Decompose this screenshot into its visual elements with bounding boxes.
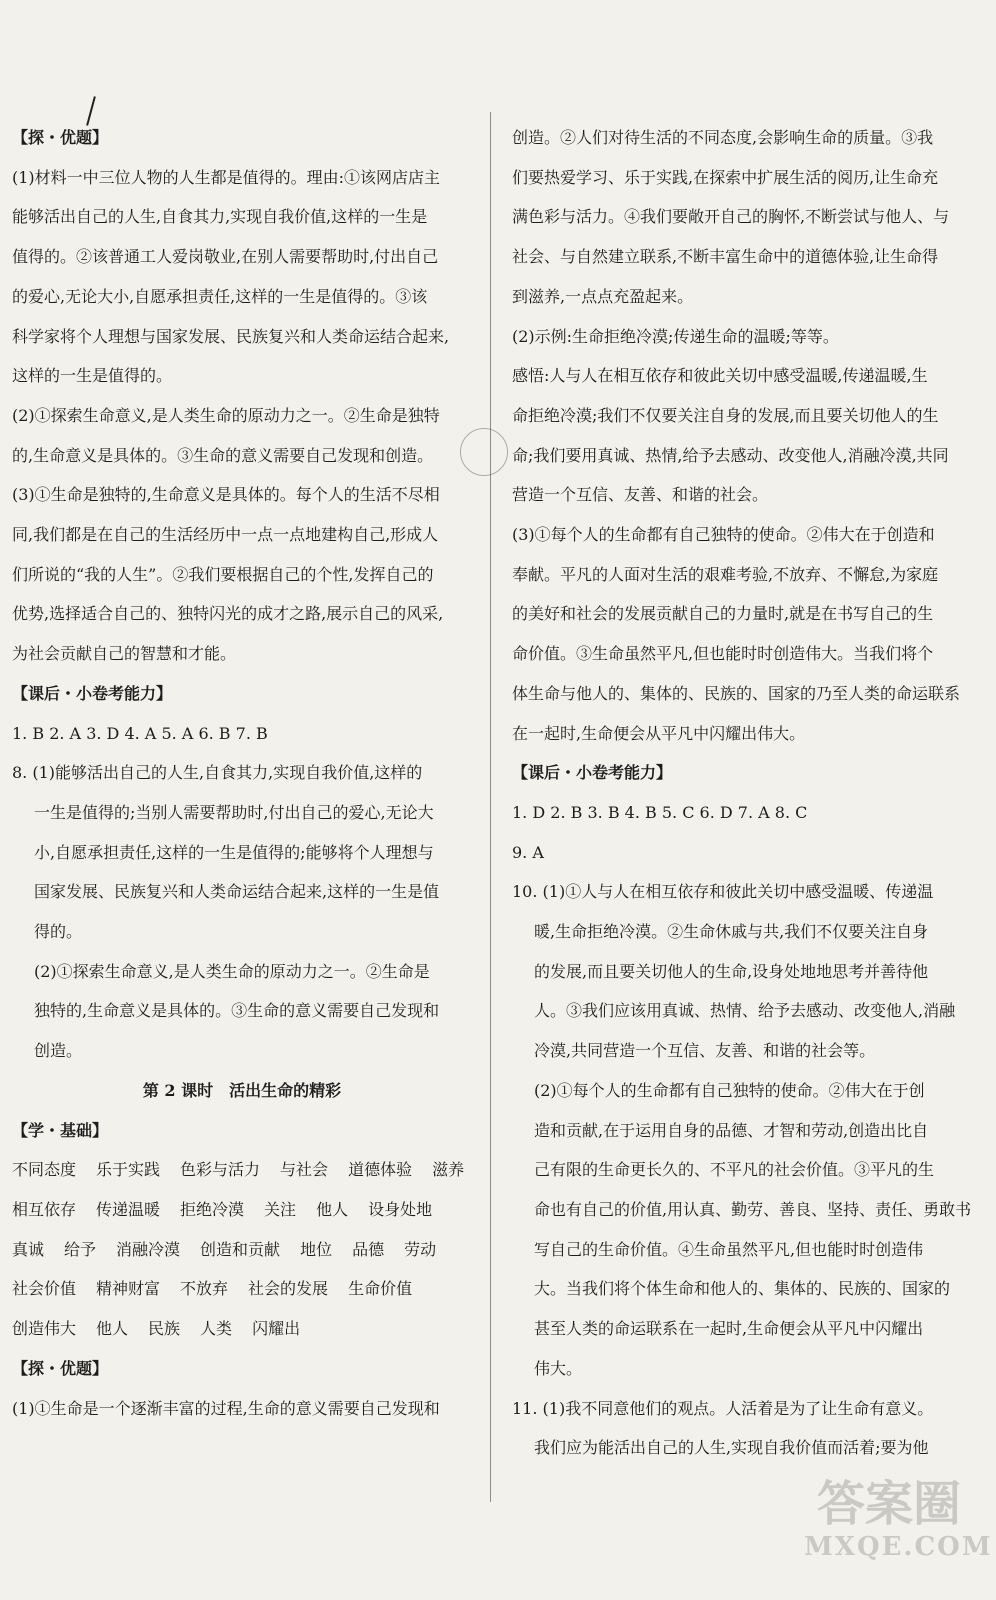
keyword: 人类 [200,1319,233,1339]
keyword: 不放弃 [180,1279,229,1299]
keyword: 关注 [264,1199,297,1219]
text-line: (2)示例:生命拒绝冷漠;传递生命的温暖;等等。 [512,326,839,346]
text-line: 社会、与自然建立联系,不断丰富生命中的道德体验,让生命得 [512,247,939,267]
text-line: 8. (1)能够活出自己的人生,自食其力,实现自我价值,这样的 [12,763,423,783]
text-line: 创造。②人们对待生活的不同态度,会影响生命的质量。③我 [512,128,934,147]
text-line: (1)材料一中三位人物的人生都是值得的。理由:①该网店店主 [12,167,441,187]
keyword: 消融冷漠 [116,1239,181,1259]
section-heading: 【学・基础】 [12,1120,109,1140]
keyword: 他人 [316,1199,349,1219]
text-line: 值得的。②该普通工人爱岗敬业,在别人需要帮助时,付出自己 [12,247,439,267]
text-line: (1)①生命是一个逐渐丰富的过程,生命的意义需要自己发现和 [12,1398,440,1418]
keyword: 滋养 [432,1160,465,1180]
keyword: 给予 [64,1239,97,1259]
keyword: 与社会 [280,1160,329,1180]
text-line: 的,生命意义是具体的。③生命的意义需要自己发现和创造。 [12,445,434,465]
text-line: 暖,生命拒绝冷漠。②生命休戚与共,我们不仅要关注自身 [534,922,929,942]
text-line: (2)①探索生命意义,是人类生命的原动力之一。②生命是 [34,961,430,981]
keyword: 传递温暖 [96,1199,161,1219]
keyword: 乐于实践 [96,1160,161,1180]
text-line: 我们应为能活出自己的人生,实现自我价值而活着;要为他 [534,1438,929,1458]
left-column [12,118,472,1428]
text-line: 的美好和社会的发展贡献自己的力量时,就是在书写自己的生 [512,604,934,624]
text-line: 同,我们都是在自己的生活经历中一点一点地建构自己,形成人 [12,525,439,545]
keyword: 不同态度 [12,1160,77,1180]
text-line: 的发展,而且要关切他人的生命,设身处地地思考并善待他 [534,961,929,981]
watermark-text: 答案圈 [816,1476,961,1532]
keyword: 精神财富 [96,1279,161,1299]
keyword: 他人 [96,1319,129,1339]
text-line: 冷漠,共同营造一个互信、友善、和谐的社会等。 [534,1041,876,1061]
keyword-row [12,1190,472,1230]
text-line: 为社会贡献自己的智慧和才能。 [12,644,237,664]
text-line: 满色彩与活力。④我们要敞开自己的胸怀,不断尝试与他人、与 [512,207,950,227]
text-line: 优势,选择适合自己的、独特闪光的成才之路,展示自己的风采, [12,604,444,624]
keyword: 拒绝冷漠 [180,1199,245,1219]
section-heading: 【探・优题】 [12,1358,109,1378]
text-line: 科学家将个人理想与国家发展、民族复兴和人类命运结合起来, [12,326,450,346]
text-line: (3)①生命是独特的,生命意义是具体的。每个人的生活不尽相 [12,485,440,505]
text-line: 写自己的生命价值。④生命虽然平凡,但也能时时创造伟 [534,1239,924,1259]
keyword: 地位 [300,1239,333,1259]
section-heading: 【课后・小卷考能力】 [12,683,173,703]
text-line: 命也有自己的价值,用认真、勤劳、善良、坚持、责任、勇敢书 [534,1199,972,1219]
text-line: 感悟:人与人在相互依存和彼此关切中感受温暖,传递温暖,生 [512,366,928,386]
text-line: 伟大。 [534,1358,583,1378]
keyword: 真诚 [12,1239,45,1259]
keyword: 创造和贡献 [200,1239,281,1259]
text-line: (2)①探索生命意义,是人类生命的原动力之一。②生命是独特 [12,405,440,425]
section-heading: 【课后・小卷考能力】 [512,763,673,783]
text-line: 们要热爱学习、乐于实践,在探索中扩展生活的阅历,让生命充 [512,167,939,187]
text-line: 造和贡献,在于运用自身的品德、才智和劳动,创造出比自 [534,1120,929,1140]
text-line: 这样的一生是值得的。 [12,366,173,386]
text-line: 小,自愿承担责任,这样的一生是值得的;能够将个人理想与 [34,842,434,862]
text-line: 大。当我们将个体生命和他人的、集体的、民族的、国家的 [534,1279,951,1299]
keyword: 品德 [352,1239,385,1259]
watermark-logo [804,1476,993,1572]
text-line: 体生命与他人的、集体的、民族的、国家的乃至人类的命运联系 [512,683,961,703]
keyword: 创造伟大 [12,1319,77,1339]
text-line: 10. (1)①人与人在相互依存和彼此关切中感受温暖、传递温 [512,882,934,902]
keyword-row [12,1309,472,1349]
text-line: 11. (1)我不同意他们的观点。人活着是为了让生命有意义。 [512,1398,934,1418]
text-line: 得的。 [34,922,83,942]
text-line: 创造。 [34,1041,83,1061]
keyword: 生命价值 [348,1279,413,1299]
text-line: 营造一个互信、友善、和谐的社会。 [512,485,769,505]
watermark-url: MXQE.COM [804,1532,993,1562]
keyword: 设身处地 [368,1199,433,1219]
keyword: 色彩与活力 [180,1160,261,1180]
text-line: 奉献。平凡的人面对生活的艰难考验,不放弃、不懈怠,为家庭 [512,564,939,584]
answer-key: 1. D 2. B 3. B 4. B 5. C 6. D 7. A 8. C [512,802,808,822]
keyword-row [12,1230,472,1270]
text-line: 命;我们要用真诚、热情,给予去感动、改变他人,消融冷漠,共同 [512,445,949,465]
text-line: 己有限的生命更长久的、不平凡的社会价值。③平凡的生 [534,1160,935,1180]
text-line: 命拒绝冷漠;我们不仅要关注自身的发展,而且要关切他人的生 [512,405,939,425]
text-line: 命价值。③生命虽然平凡,但也能时时创造伟大。当我们将个 [512,644,934,664]
answer-key: 9. A [512,842,544,862]
keyword: 社会价值 [12,1279,77,1299]
text-line: 到滋养,一点点充盈起来。 [512,286,694,306]
keyword-row [12,1150,472,1190]
column-divider [490,112,491,1502]
text-line: 的爱心,无论大小,自愿承担责任,这样的一生是值得的。③该 [12,286,428,306]
section-heading: 【探・优题】 [12,128,109,147]
keyword: 相互依存 [12,1199,77,1219]
keyword: 劳动 [404,1239,437,1259]
text-line: 国家发展、民族复兴和人类命运结合起来,这样的一生是值 [34,882,440,902]
text-line: 人。③我们应该用真诚、热情、给予去感动、改变他人,消融 [534,1001,956,1021]
answer-key: 1. B 2. A 3. D 4. A 5. A 6. B 7. B [12,723,268,743]
text-line: 在一起时,生命便会从平凡中闪耀出伟大。 [512,723,806,743]
right-column [512,118,982,1468]
keyword-row [12,1269,472,1309]
text-line: 能够活出自己的人生,自食其力,实现自我价值,这样的一生是 [12,207,428,227]
keyword: 社会的发展 [248,1279,329,1299]
text-line: 独特的,生命意义是具体的。③生命的意义需要自己发现和 [34,1001,440,1021]
text-line: (3)①每个人的生命都有自己独特的使命。②伟大在于创造和 [512,525,935,545]
keyword: 民族 [148,1319,181,1339]
text-line: (2)①每个人的生命都有自己独特的使命。②伟大在于创 [534,1080,925,1100]
keyword: 道德体验 [348,1160,413,1180]
text-line: 们所说的“我的人生”。②我们要根据自己的个性,发挥自己的 [12,564,434,584]
text-line: 甚至人类的命运联系在一起时,生命便会从平凡中闪耀出 [534,1319,924,1339]
keyword: 闪耀出 [252,1319,301,1339]
text-line: 一生是值得的;当别人需要帮助时,付出自己的爱心,无论大 [34,802,434,822]
lesson-title: 第 2 课时 活出生命的精彩 [142,1080,342,1100]
